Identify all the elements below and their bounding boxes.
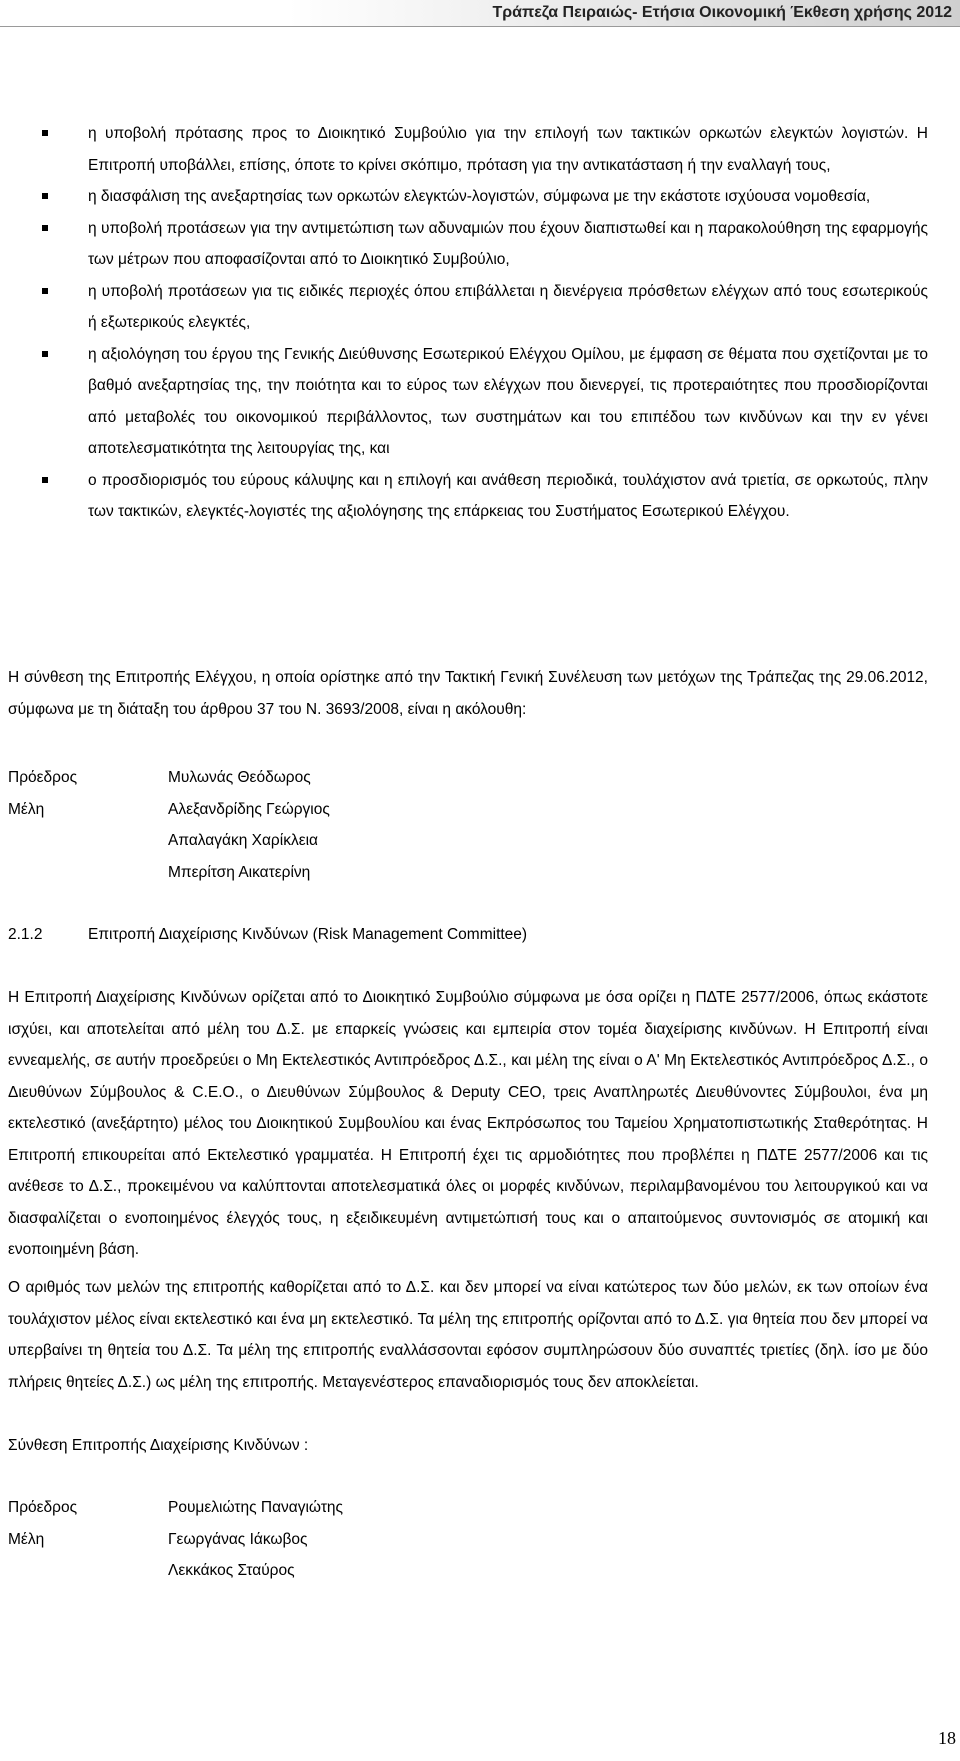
- risk-paragraph-1: Η Επιτροπή Διαχείρισης Κινδύνων ορίζεται από το Διοικητικό Συμβούλιο σύμφωνα με όσα ορίζει η ΠΔΤΕ 2577/2006, όπως εκάστοτε ισχύει, και αποτελείται από μέλη του Δ.Σ. με επαρκείς γνώσεις και εμπειρία στον τομέα διαχείρισης κινδύνων. Η Επιτροπή είναι εννεαμελής, σε αυτήν προεδρεύει ο Μη Εκτελεστικός Αντιπρόεδρος Δ.Σ., και μέλη της είναι ο Α' Μη Εκτελεστικός Αντιπρόεδρος Δ.Σ., ο Διευθύνων Σύμβουλος & C.E.O., ο Διευθύνων Σύμβουλος & Deputy CEO, τρεις Αναπληρωτές Διευθύνοντες Σύμβουλοι, ένα μη εκτελεστικό (ανεξάρτητο) μέλος του Διοικητικού Συμβουλίου και ένας Εκπρόσωπος του Ταμείου Χρηματοπιστωτικής Σταθερότητας. Η Επιτροπή επικουρείται από Εκτελεστικό γραμματέα. Η Επιτροπή έχει τις αρμοδιότητες που προβλέπει η ΠΔΤΕ 2577/2006 και τις ανέθεσε το Δ.Σ., προκειμένου να καλύπτονται αποτελεσματικά όλες οι μορφές κινδύνων, περιλαμβανομένου του λειτουργικού και να διασφαλίζεται ο ενοποιημένος έλεγχός τους, η εξειδικευμένη αντιμετώπισή τους και ο απαιτούμενος συντονισμός σε ατομική και ενοποιημένη βάση.: [8, 989, 928, 1258]
- page-header: [0, 0, 960, 27]
- list-item: η διασφάλιση της ανεξαρτησίας των ορκωτών ελεγκτών-λογιστών, σύμφωνα με την εκάστοτε ισχύουσα νομοθεσία,: [88, 181, 928, 213]
- report-title: Τράπεζα Πειραιώς- Ετήσια Οικονομική Έκθεση χρήσης 2012: [492, 4, 952, 21]
- audit-committee-intro: Η σύνθεση της Επιτροπής Ελέγχου, η οποία ορίστηκε από την Τακτική Γενική Συνέλευση των μετόχων της Τράπεζας της 29.06.2012, σύμφωνα με τη διάταξη του άρθρου 37 του Ν. 3693/2008, είναι η ακόλουθη:: [8, 669, 928, 718]
- chair-name: Μυλωνάς Θεόδωρος: [168, 769, 311, 786]
- list-item: η υποβολή προτάσεων για τις ειδικές περιοχές όπου επιβάλλεται η διενέργεια πρόσθετων ελέγχων από τους εσωτερικούς ή εξωτερικούς ελεγκτές,: [88, 276, 928, 339]
- risk-paragraph-2: Ο αριθμός των μελών της επιτροπής καθορίζεται από το Δ.Σ. και δεν μπορεί να είναι κατώτερος των δύο μελών, εκ των οποίων ένα τουλάχιστον μέλος είναι εκτελεστικό και ένα μη εκτελεστικό. Τα μέλη της επιτροπής ορίζονται από το Δ.Σ. για θητεία που δεν μπορεί να υπερβαίνει τη θητεία του Δ.Σ. Τα μέλη της επιτροπής εναλλάσσονται εφόσον συμπληρώσουν δύο συναπτές τριετίες (δηλ. ίσο με δύο πλήρεις θητείες Δ.Σ.) ως μέλη της επιτροπής. Μεταγενέστερος επαναδιορισμός τους δεν αποκλείεται.: [8, 1279, 928, 1391]
- list-item: η υποβολή πρότασης προς το Διοικητικό Συμβούλιο για την επιλογή των τακτικών ορκωτών ελεγκτών λογιστών. Η Επιτροπή υποβάλλει, επίσης, όποτε το κρίνει σκόπιμο, πρόταση για την αντικατάσταση ή την εναλλαγή τους,: [88, 118, 928, 181]
- member-name: Μπερίτση Αικατερίνη: [168, 863, 311, 881]
- section-title: Επιτροπή Διαχείρισης Κινδύνων (Risk Management Committee): [88, 926, 528, 943]
- list-item: ο προσδιορισμός του εύρους κάλυψης και η επιλογή και ανάθεση περιοδικά, τουλάχιστον ανά τριετία, σε ορκωτούς, πλην των τακτικών, ελεγκτές-λογιστές της αξιολόγησης της επάρκειας του Συστήματος Εσωτερικού Ελέγχου.: [88, 465, 928, 528]
- list-item: η αξιολόγηση του έργου της Γενικής Διεύθυνσης Εσωτερικού Ελέγχου Ομίλου, με έμφαση σε θέματα που σχετίζονται με το βαθμό ανεξαρτησίας της, την ποιότητα και το εύρος των ελέγχων που διενεργεί, τις προτεραιότητες που προσδιορίζονται από μεταβολές του οικονομικού περιβάλλοντος, των συστημάτων και του επιπέδου των κινδύνων και την εν γένει αποτελεσματικότητα της λειτουργίας της, και: [88, 339, 928, 465]
- page-number: 18: [938, 1728, 956, 1748]
- chair-label: Πρόεδρος: [8, 1499, 78, 1516]
- members-label: Μέλη: [8, 800, 45, 818]
- bullet-list: [0, 118, 960, 528]
- members-label: Μέλη: [8, 1530, 45, 1548]
- section-number: 2.1.2: [8, 926, 43, 943]
- list-item: η υποβολή προτάσεων για την αντιμετώπιση των αδυναμιών που έχουν διαπιστωθεί και η παρακολούθηση της εφαρμογής των μέτρων που αποφασίζονται από το Διοικητικό Συμβούλιο,: [88, 213, 928, 276]
- member-name: Απαλαγάκη Χαρίκλεια: [168, 832, 319, 849]
- member-name: Γεωργάνας Ιάκωβος: [168, 1530, 308, 1548]
- member-name: Λεκκάκος Σταύρος: [168, 1562, 295, 1579]
- member-name: Αλεξανδρίδης Γεώργιος: [168, 800, 330, 818]
- chair-label: Πρόεδρος: [8, 769, 78, 786]
- risk-composition-label: Σύνθεση Επιτροπής Διαχείρισης Κινδύνων :: [8, 1437, 309, 1454]
- section-heading: [8, 919, 527, 951]
- chair-name: Ρουμελιώτης Παναγιώτης: [168, 1499, 344, 1516]
